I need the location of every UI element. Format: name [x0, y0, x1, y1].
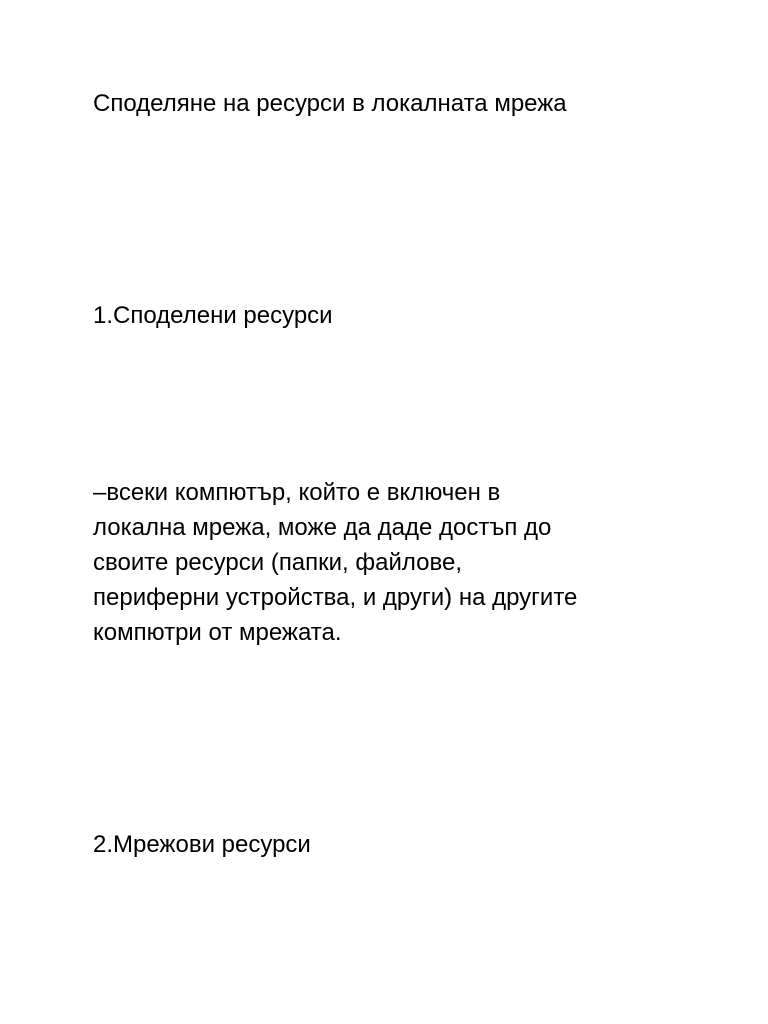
paragraph-line: периферни устройства, и други) на другите — [93, 584, 578, 611]
section-paragraph-shared-resources — [93, 475, 713, 650]
section-heading-shared-resources: 1.Споделени ресурси — [93, 302, 333, 329]
paragraph-line: –всеки компютър, който е включен в — [93, 479, 501, 506]
paragraph-line: своите ресурси (папки, файлове, — [93, 549, 463, 576]
paragraph-line: компютри от мрежата. — [93, 619, 342, 646]
paragraph-line: локална мрежа, може да даде достъп до — [93, 514, 552, 541]
page-title: Споделяне на ресурси в локалната мрежа — [93, 90, 567, 117]
section-heading-network-resources: 2.Мрежови ресурси — [93, 831, 311, 858]
